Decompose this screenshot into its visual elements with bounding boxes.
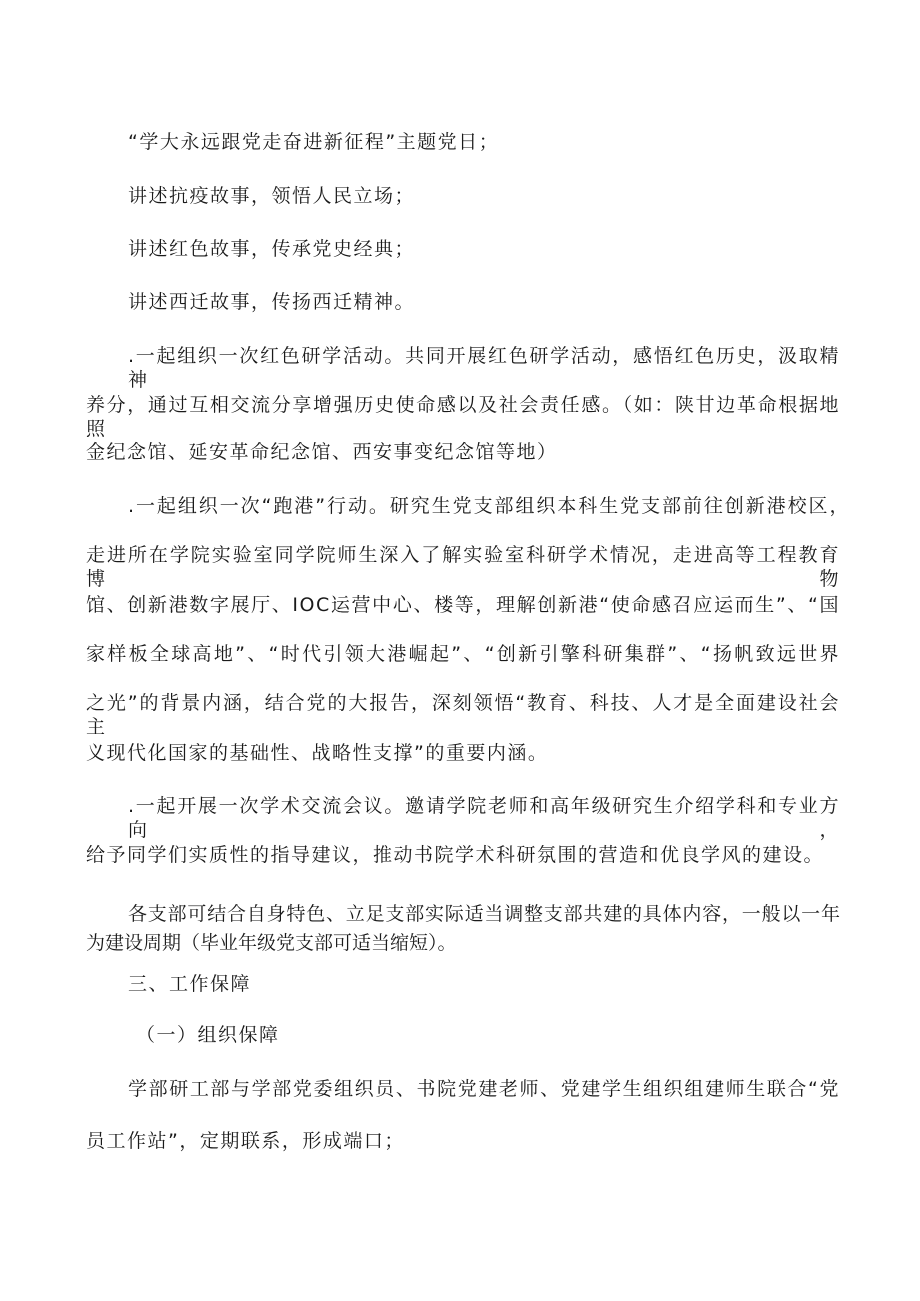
section-heading: 三、工作保障 [128, 973, 252, 995]
text-line: 义现代化国家的基础性、战略性支撑”的重要内涵。 [86, 742, 549, 764]
text-line: 学部研工部与学部党委组织员、书院党建老师、党建学生组织组建师生联合“党 [128, 1078, 840, 1100]
text-line: .一起组织一次“跑港”行动。研究生党支部组织本科生党支部前往创新港校区， [128, 495, 850, 517]
subsection-heading: （一）组织保障 [136, 1024, 280, 1046]
text-line: “学大永远跟党走奋进新征程”主题党日； [128, 131, 500, 153]
text-line: 之光”的背景内涵，结合党的大报告，深刻领悟“教育、科技、人才是全面建设社会主 [86, 692, 840, 738]
text-line: 馆、创新港数字展厅、IOC运营中心、楼等，理解创新港“使命感召应运而生”、“国 [86, 594, 840, 616]
text-line: 养分，通过互相交流分享增强历史使命感以及社会责任感。（如：陕甘边革命根据地照 [86, 394, 840, 440]
text-line: 讲述红色故事，传承党史经典； [128, 238, 416, 260]
text-line: 讲述西迁故事，传扬西迁精神。 [128, 291, 416, 313]
text-line: 给予同学们实质性的指导建议，推动书院学术科研氛围的营造和优良学风的建设。 [86, 844, 825, 866]
text-line: 各支部可结合自身特色、立足支部实际适当调整支部共建的具体内容，一般以一年 [128, 903, 840, 925]
text-line: .一起组织一次红色研学活动。共同开展红色研学活动，感悟红色历史，汲取精神 [128, 345, 840, 391]
text-line: 家样板全球高地”、“时代引领大港崛起”、“创新引擎科研集群”、“扬帆致远世界 [86, 643, 840, 665]
text-line: 为建设周期（毕业年级党支部可适当缩短）。 [86, 932, 457, 954]
text-line: .一起开展一次学术交流会议。邀请学院老师和高年级研究生介绍学科和专业方向， [128, 795, 840, 841]
text-line: 员工作站”，定期联系，形成端口； [86, 1130, 405, 1152]
text-line: 走进所在学院实验室同学院师生深入了解实验室科研学术情况，走进高等工程教育博物 [86, 544, 840, 590]
text-line: 讲述抗疫故事，领悟人民立场； [128, 185, 416, 207]
text-line: 金纪念馆、延安革命纪念馆、西安事变纪念馆等地） [86, 441, 558, 463]
